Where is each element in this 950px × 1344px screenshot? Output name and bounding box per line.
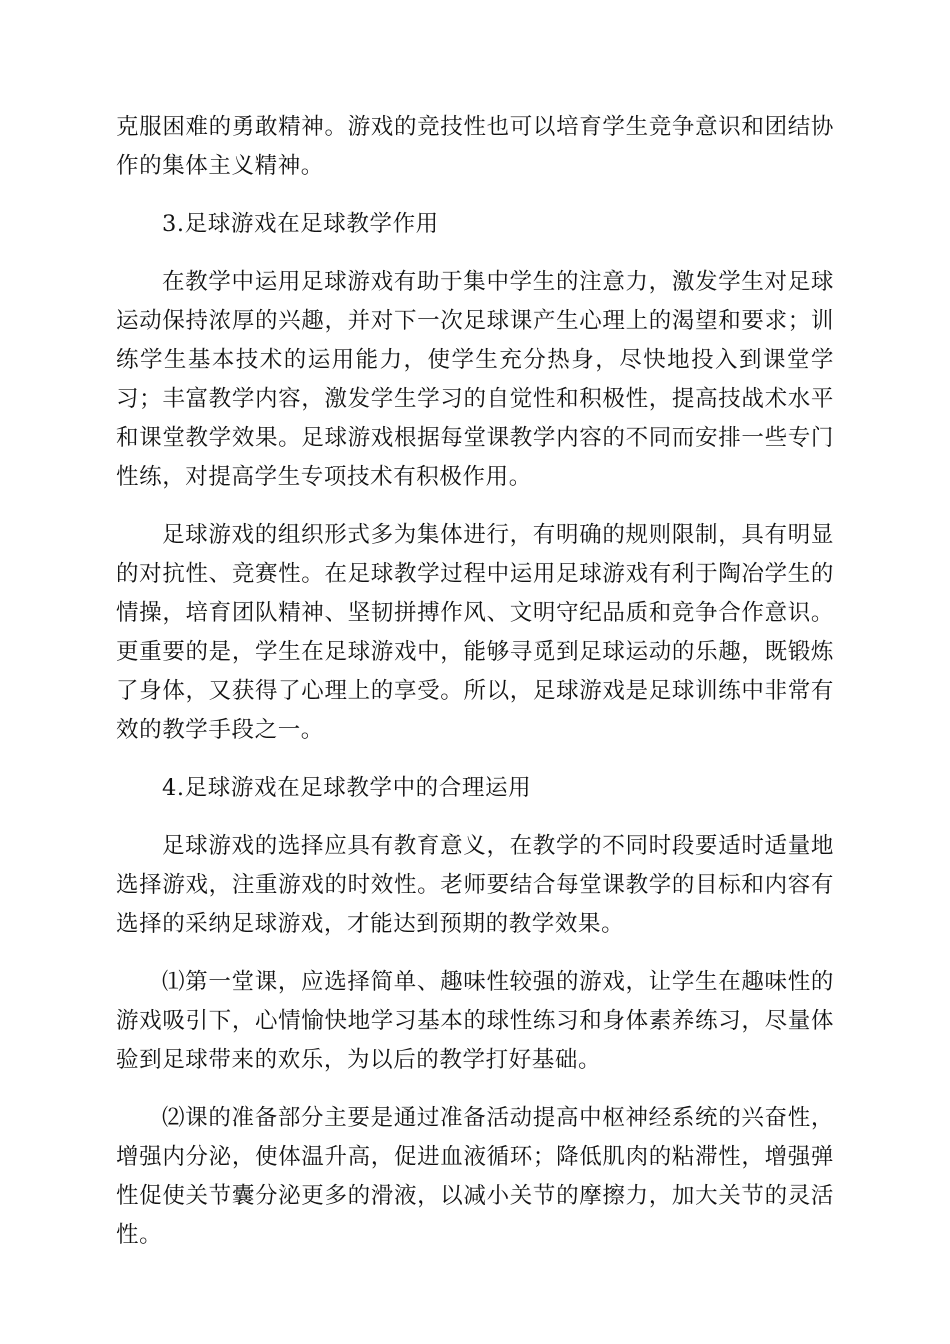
paragraph: 在教学中运用足球游戏有助于集中学生的注意力，激发学生对足球运动保持浓厚的兴趣，并对下一次足球课产生心理上的渴望和要求；训练学生基本技术的运用能力，使学生充分热身，尽快地投入到课堂学习；丰富教学内容，激发学生学习的自觉性和积极性，提高技战术水平和课堂教学效果。足球游戏根据每堂课教学内容的不同而安排一些专门性练，对提高学生专项技术有积极作用。 (116, 269, 834, 490)
paragraph: 足球游戏的选择应具有教育意义，在教学的不同时段要适时适量地选择游戏，注重游戏的时效性。老师要结合每堂课教学的目标和内容有选择的采纳足球游戏，才能达到预期的教学效果。 (116, 833, 834, 937)
paragraph: 足球游戏的组织形式多为集体进行，有明确的规则限制，具有明显的对抗性、竞赛性。在足球教学过程中运用足球游戏有利于陶冶学生的情操，培育团队精神、坚韧拼搏作风、文明守纪品质和竞争合作意识。更重要的是，学生在足球游戏中，能够寻觅到足球运动的乐趣，既锻炼了身体，又获得了心理上的享受。所以，足球游戏是足球训练中非常有效的教学手段之一。 (116, 522, 834, 743)
document-body (116, 108, 834, 1274)
section-heading-3: 3.足球游戏在足球教学作用 (162, 211, 439, 237)
list-item-2: ⑵课的准备部分主要是通过准备活动提高中枢神经系统的兴奋性，增强内分泌，使体温升高，促进血液循环；降低肌肉的粘滞性，增强弹性促使关节囊分泌更多的滑液，以减小关节的摩擦力，加大关节的灵活性。 (116, 1105, 834, 1248)
section-heading-4: 4.足球游戏在足球教学中的合理运用 (162, 775, 532, 801)
list-item-1: ⑴第一堂课，应选择简单、趣味性较强的游戏，让学生在趣味性的游戏吸引下，心情愉快地学习基本的球性练习和身体素养练习，尽量体验到足球带来的欢乐，为以后的教学打好基础。 (116, 969, 834, 1073)
paragraph-continuation: 克服困难的勇敢精神。游戏的竞技性也可以培育学生竞争意识和团结协作的集体主义精神。 (116, 114, 834, 179)
